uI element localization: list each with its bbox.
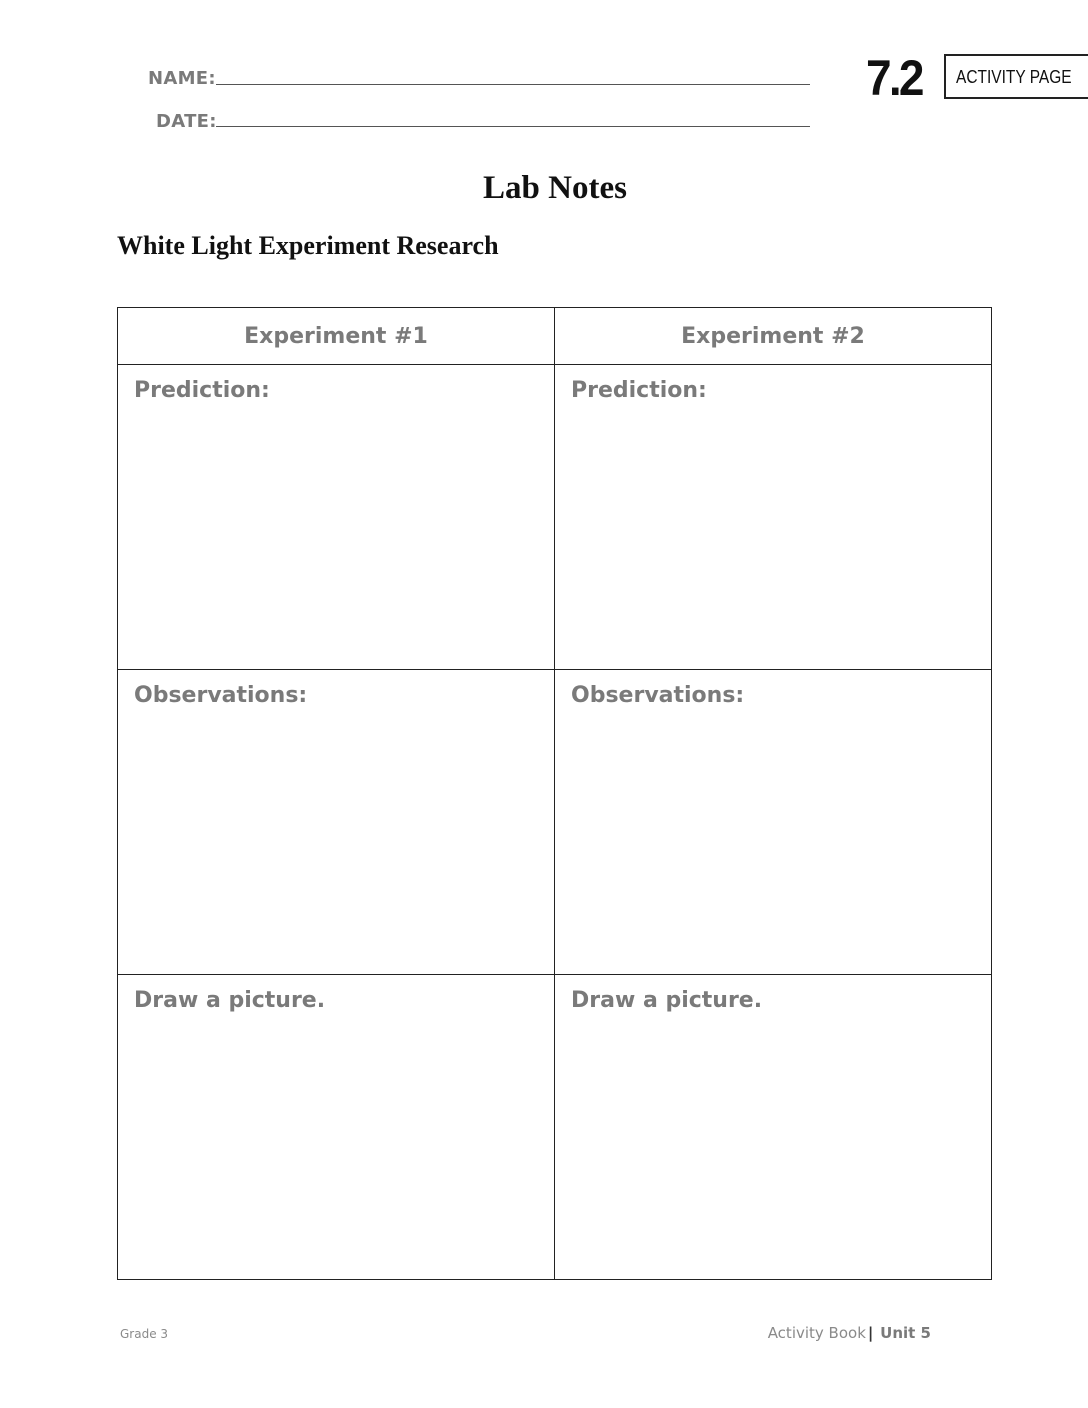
table-header-row xyxy=(118,308,992,365)
page-title: Lab Notes xyxy=(483,170,627,206)
lab-notes-table xyxy=(117,307,992,1280)
footer-book: Activity Book xyxy=(767,1324,866,1342)
name-line[interactable] xyxy=(216,84,810,85)
prediction-label: Prediction: xyxy=(571,378,707,403)
activity-page-box xyxy=(944,54,1088,99)
prediction-label: Prediction: xyxy=(134,378,270,403)
observations-cell-experiment-2[interactable] xyxy=(555,670,992,975)
table-row-drawing xyxy=(118,975,992,1280)
date-label: DATE: xyxy=(156,111,217,132)
table-row-prediction xyxy=(118,365,992,670)
drawing-label: Draw a picture. xyxy=(571,988,763,1013)
column-header-experiment-1: Experiment #1 xyxy=(118,308,555,365)
footer-book-unit xyxy=(768,1324,931,1342)
footer-unit: Unit 5 xyxy=(880,1324,931,1342)
drawing-cell-experiment-1[interactable] xyxy=(118,975,555,1280)
footer-separator: | xyxy=(867,1324,874,1342)
drawing-cell-experiment-2[interactable] xyxy=(555,975,992,1280)
observations-label: Observations: xyxy=(134,683,308,708)
footer-grade: Grade 3 xyxy=(120,1327,169,1341)
observations-cell-experiment-1[interactable] xyxy=(118,670,555,975)
name-label: NAME: xyxy=(148,68,216,89)
lesson-number: 7.2 xyxy=(866,50,922,106)
section-title: White Light Experiment Research xyxy=(117,231,499,260)
drawing-label: Draw a picture. xyxy=(134,988,326,1013)
column-header-experiment-2: Experiment #2 xyxy=(555,308,992,365)
activity-page-label: ACTIVITY PAGE xyxy=(956,67,1072,87)
table-row-observations xyxy=(118,670,992,975)
prediction-cell-experiment-1[interactable] xyxy=(118,365,555,670)
observations-label: Observations: xyxy=(571,683,745,708)
prediction-cell-experiment-2[interactable] xyxy=(555,365,992,670)
date-line[interactable] xyxy=(216,126,810,127)
